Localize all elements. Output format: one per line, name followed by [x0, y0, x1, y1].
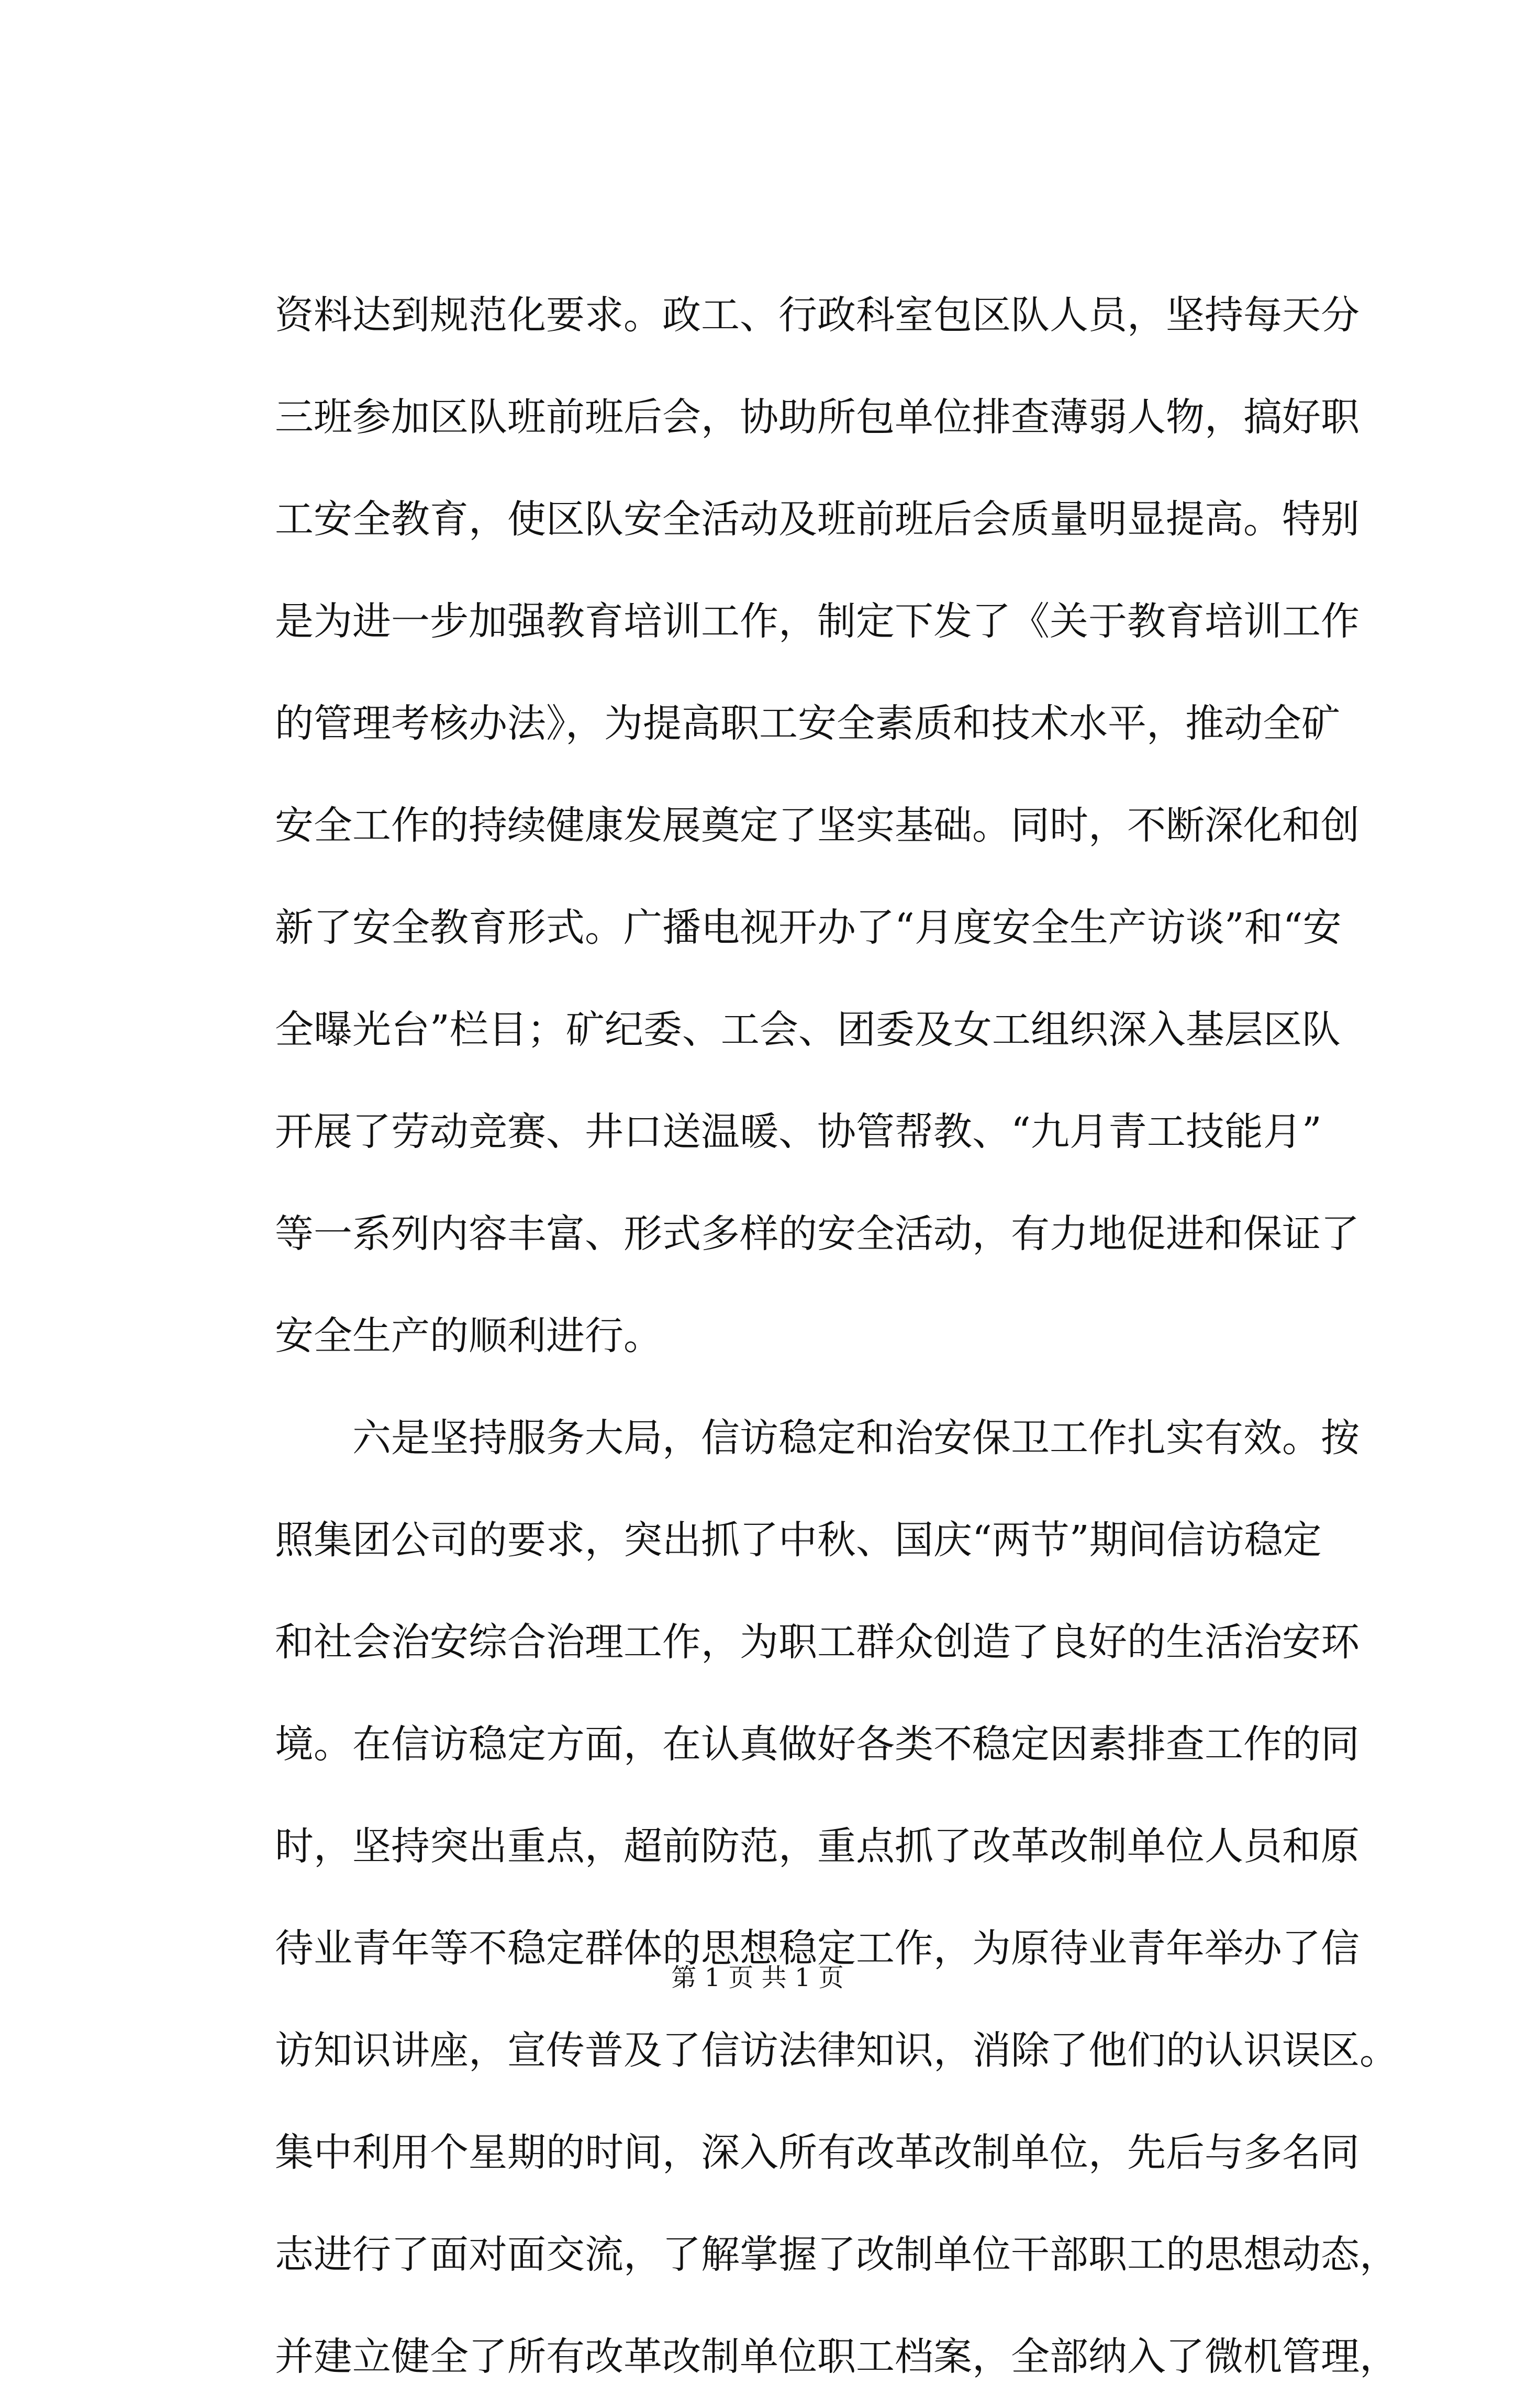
- body-text: [275, 264, 1398, 2408]
- text-line-8: 全曝光台”栏目；矿纪委、工会、团委及女工组织深入基层区队: [275, 1007, 1341, 1052]
- text-line-19: 集中利用个星期的时间，深入所有改革改制单位，先后与多名同: [275, 2130, 1360, 2175]
- text-line-2: 三班参加区队班前班后会，协助所包单位排查薄弱人物，搞好职: [275, 395, 1360, 440]
- text-line-6: 安全工作的持续健康发展奠定了坚实基础。同时，不断深化和创: [275, 803, 1360, 848]
- text-line-16: 时，坚持突出重点，超前防范，重点抓了改革改制单位人员和原: [275, 1824, 1360, 1869]
- text-line-13: 照集团公司的要求，突出抓了中秋、国庆“两节”期间信访稳定: [275, 1518, 1322, 1563]
- page-number-label: 第 1 页 共 1 页: [671, 1963, 844, 1992]
- text-line-21: 并建立健全了所有改革改制单位职工档案，全部纳入了微机管理，: [275, 2334, 1398, 2379]
- text-line-20: 志进行了面对面交流，了解掌握了改制单位干部职工的思想动态，: [275, 2232, 1398, 2277]
- text-line-3: 工安全教育，使区队安全活动及班前班后会质量明显提高。特别: [275, 497, 1360, 542]
- text-line-18: 访知识讲座，宣传普及了信访法律知识，消除了他们的认识误区。: [275, 2028, 1398, 2073]
- text-line-9: 开展了劳动竞赛、井口送温暖、协管帮教、“九月青工技能月”: [275, 1109, 1322, 1154]
- text-line-4: 是为进一步加强教育培训工作，制定下发了《关于教育培训工作: [275, 599, 1360, 644]
- page-footer: [0, 1962, 1515, 1993]
- text-line-14: 和社会治安综合治理工作，为职工群众创造了良好的生活治安环: [275, 1620, 1360, 1665]
- text-line-17: 待业青年等不稳定群体的思想稳定工作，为原待业青年举办了信: [275, 1926, 1360, 1971]
- text-line-10: 等一系列内容丰富、形式多样的安全活动，有力地促进和保证了: [275, 1211, 1360, 1256]
- text-line-11: 安全生产的顺利进行。: [275, 1313, 662, 1358]
- text-line-12: 六是坚持服务大局，信访稳定和治安保卫工作扎实有效。按: [275, 1415, 1360, 1461]
- text-line-7: 新了安全教育形式。广播电视开办了“月度安全生产访谈”和“安: [275, 905, 1342, 950]
- text-line-15: 境。在信访稳定方面，在认真做好各类不稳定因素排查工作的同: [275, 1722, 1360, 1767]
- text-line-5: 的管理考核办法》，为提高职工安全素质和技术水平，推动全矿: [275, 701, 1340, 746]
- text-line-1: 资料达到规范化要求。政工、行政科室包区队人员，坚持每天分: [275, 293, 1360, 338]
